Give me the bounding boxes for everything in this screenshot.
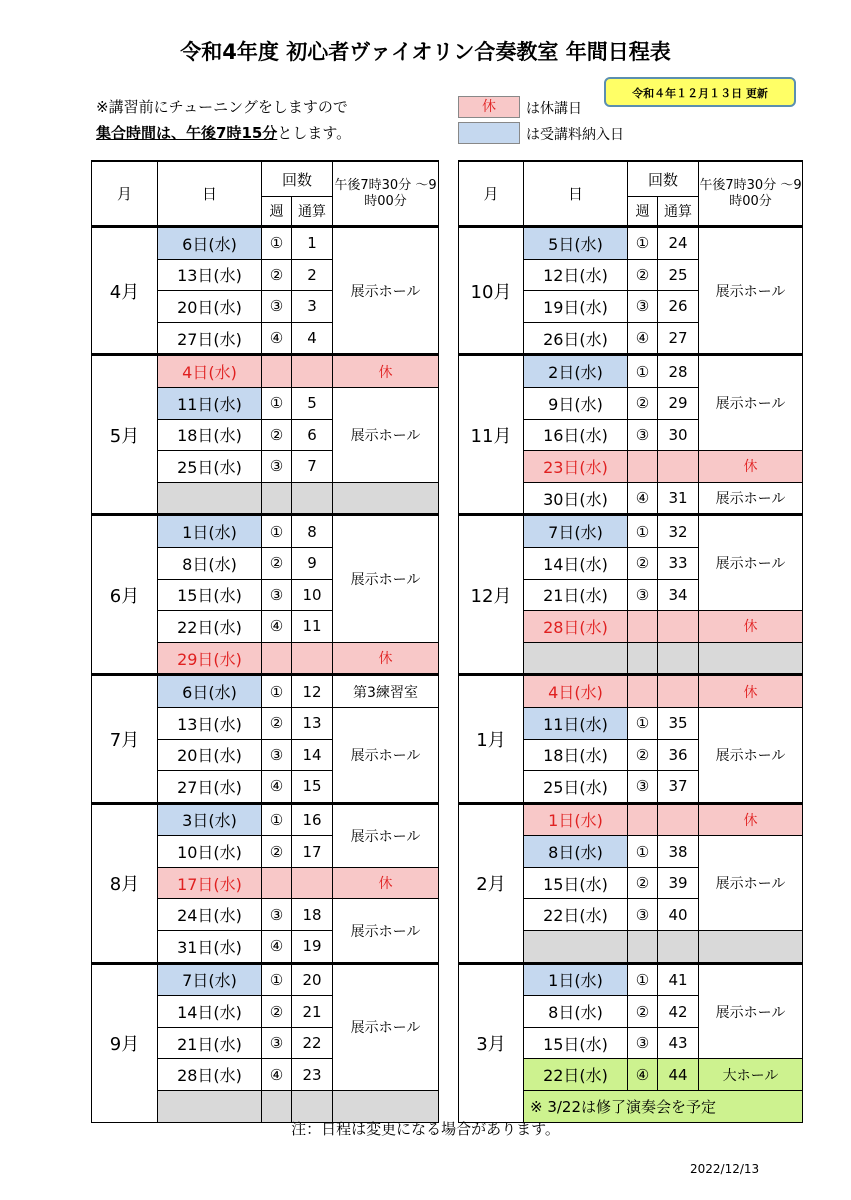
- legend-pay-label: は受講料納入日: [526, 127, 624, 143]
- week-number: ②: [262, 836, 292, 868]
- total-count: 15: [292, 771, 333, 804]
- venue-label: 展示ホール: [333, 387, 439, 482]
- total-count: 6: [292, 419, 333, 451]
- rest-marker: 休: [699, 675, 803, 708]
- lesson-date: 29日(水): [158, 642, 262, 675]
- schedule-row: [459, 963, 803, 996]
- lesson-date: 28日(水): [524, 611, 628, 643]
- lesson-date: 30日(水): [524, 482, 628, 515]
- total-count: 43: [658, 1027, 699, 1059]
- schedule-row: [459, 515, 803, 548]
- lesson-date: 9日(水): [524, 387, 628, 419]
- week-number: ②: [262, 419, 292, 451]
- week-number: ③: [628, 1027, 658, 1059]
- lesson-date: 11日(水): [524, 707, 628, 739]
- total-count: 34: [658, 579, 699, 611]
- total-count: 19: [292, 931, 333, 964]
- week-number: ①: [628, 836, 658, 868]
- lesson-date: 21日(水): [158, 1027, 262, 1059]
- schedule-row: [92, 803, 439, 836]
- venue-label: 展示ホール: [333, 963, 439, 1090]
- lesson-date: 24日(水): [158, 899, 262, 931]
- header-week: 週: [262, 197, 292, 227]
- lesson-date: 7日(水): [158, 963, 262, 996]
- venue-label: 展示ホール: [333, 899, 439, 963]
- month-label: 2月: [459, 803, 524, 963]
- week-number: ①: [628, 515, 658, 548]
- lesson-date: 8日(水): [524, 996, 628, 1028]
- schedule-row: [92, 675, 439, 708]
- total-count: 35: [658, 707, 699, 739]
- venue-label: 展示ホール: [333, 803, 439, 867]
- venue-label: 展示ホール: [699, 963, 803, 1059]
- total-count: 20: [292, 963, 333, 996]
- lesson-date: 7日(水): [524, 515, 628, 548]
- week-number: ④: [262, 771, 292, 804]
- month-label: 7月: [92, 675, 158, 803]
- week-number: ③: [262, 579, 292, 611]
- week-number: ③: [628, 899, 658, 931]
- lesson-date: 20日(水): [158, 291, 262, 323]
- total-count: 8: [292, 515, 333, 548]
- week-number: ③: [628, 291, 658, 323]
- total-count: 3: [292, 291, 333, 323]
- week-number: ④: [262, 1059, 292, 1091]
- lesson-date: 4日(水): [158, 355, 262, 388]
- total-count: 10: [292, 579, 333, 611]
- header-week: 週: [628, 197, 658, 227]
- lesson-date: 13日(水): [158, 707, 262, 739]
- total-count: 1: [292, 227, 333, 260]
- schedule-row: [92, 515, 439, 548]
- total-count: 22: [292, 1027, 333, 1059]
- lesson-date: 8日(水): [158, 547, 262, 579]
- total-count: 27: [658, 322, 699, 355]
- week-number: ③: [262, 899, 292, 931]
- schedule-row: [459, 355, 803, 388]
- total-count: [658, 611, 699, 643]
- schedule-table-oct-mar: [458, 160, 803, 1123]
- total-count: [292, 482, 333, 515]
- total-count: [292, 867, 333, 899]
- total-count: 42: [658, 996, 699, 1028]
- schedule-body-right: [459, 227, 803, 1123]
- week-number: [628, 675, 658, 708]
- venue-label: 第3練習室: [333, 675, 439, 708]
- total-count: 2: [292, 259, 333, 291]
- total-count: 33: [658, 547, 699, 579]
- week-number: ④: [262, 931, 292, 964]
- lesson-date: 12日(水): [524, 259, 628, 291]
- lesson-date: 15日(水): [524, 1027, 628, 1059]
- venue-label: 大ホール: [699, 1059, 803, 1091]
- schedule-row: [92, 355, 439, 388]
- week-number: ①: [262, 227, 292, 260]
- week-number: ②: [628, 259, 658, 291]
- month-label: 3月: [459, 963, 524, 1122]
- update-badge: 令和４年１２月１３日 更新: [604, 77, 796, 107]
- month-label: 6月: [92, 515, 158, 675]
- week-number: ③: [262, 1027, 292, 1059]
- week-number: ④: [628, 322, 658, 355]
- legend-pay-swatch: [458, 122, 520, 144]
- header-time-slot: 午後7時30分 ～9時00分: [699, 161, 803, 227]
- week-number: ②: [628, 547, 658, 579]
- total-count: 9: [292, 547, 333, 579]
- total-count: [658, 642, 699, 675]
- lesson-date: 8日(水): [524, 836, 628, 868]
- week-number: ②: [628, 739, 658, 771]
- venue-label: 展示ホール: [333, 707, 439, 803]
- month-label: 10月: [459, 227, 524, 355]
- week-number: ③: [262, 451, 292, 483]
- month-label: 1月: [459, 675, 524, 803]
- lesson-date: 21日(水): [524, 579, 628, 611]
- meeting-time-suffix: とします。: [277, 124, 352, 142]
- total-count: [658, 803, 699, 836]
- tuning-note: ※講習前にチューニングをしますので: [96, 98, 348, 116]
- week-number: [262, 642, 292, 675]
- total-count: 16: [292, 803, 333, 836]
- concert-note: ※ 3/22は修了演奏会を予定: [524, 1091, 803, 1123]
- schedule-row: [92, 227, 439, 260]
- total-count: 32: [658, 515, 699, 548]
- lesson-date: [524, 642, 628, 675]
- venue-label: [699, 642, 803, 675]
- total-count: 26: [658, 291, 699, 323]
- week-number: ①: [628, 963, 658, 996]
- month-label: 11月: [459, 355, 524, 515]
- meeting-time-note: [96, 122, 351, 143]
- total-count: [292, 642, 333, 675]
- lesson-date: 5日(水): [524, 227, 628, 260]
- lesson-date: 22日(水): [524, 899, 628, 931]
- week-number: ④: [628, 482, 658, 515]
- total-count: 4: [292, 322, 333, 355]
- week-number: ①: [628, 707, 658, 739]
- lesson-date: 27日(水): [158, 322, 262, 355]
- rest-marker: 休: [333, 642, 439, 675]
- schedule-row: [459, 803, 803, 836]
- lesson-date: 14日(水): [158, 996, 262, 1028]
- week-number: ③: [628, 579, 658, 611]
- header-total: 通算: [292, 197, 333, 227]
- lesson-date: 19日(水): [524, 291, 628, 323]
- page-title: 令和4年度 初心者ヴァイオリン合奏教室 年間日程表: [180, 40, 671, 64]
- lesson-date: 25日(水): [158, 451, 262, 483]
- lesson-date: 17日(水): [158, 867, 262, 899]
- week-number: ③: [628, 419, 658, 451]
- total-count: 21: [292, 996, 333, 1028]
- week-number: ①: [628, 227, 658, 260]
- schedule-row: [459, 675, 803, 708]
- week-number: [628, 451, 658, 483]
- lesson-date: 15日(水): [158, 579, 262, 611]
- rest-marker: 休: [699, 803, 803, 836]
- total-count: 30: [658, 419, 699, 451]
- venue-label: 展示ホール: [699, 227, 803, 355]
- total-count: 38: [658, 836, 699, 868]
- total-count: 44: [658, 1059, 699, 1091]
- week-number: ①: [628, 355, 658, 388]
- week-number: ②: [628, 996, 658, 1028]
- lesson-date: [524, 931, 628, 964]
- week-number: ①: [262, 387, 292, 419]
- week-number: ④: [628, 1059, 658, 1091]
- week-number: [628, 931, 658, 964]
- lesson-date: 26日(水): [524, 322, 628, 355]
- week-number: [628, 611, 658, 643]
- week-number: ④: [262, 611, 292, 643]
- lesson-date: 18日(水): [524, 739, 628, 771]
- header-month: 月: [92, 161, 158, 227]
- header-total: 通算: [658, 197, 699, 227]
- week-number: ②: [628, 387, 658, 419]
- total-count: 39: [658, 867, 699, 899]
- header-count: 回数: [628, 161, 699, 197]
- rest-marker: 休: [699, 451, 803, 483]
- total-count: 29: [658, 387, 699, 419]
- total-count: 18: [292, 899, 333, 931]
- lesson-date: 18日(水): [158, 419, 262, 451]
- lesson-date: 22日(水): [524, 1059, 628, 1091]
- venue-label: 展示ホール: [333, 515, 439, 642]
- header-day: 日: [524, 161, 628, 227]
- meeting-time-emphasis: 集合時間は、午後7時15分: [96, 124, 278, 142]
- week-number: [628, 803, 658, 836]
- lesson-date: 13日(水): [158, 259, 262, 291]
- rest-marker: 休: [333, 867, 439, 899]
- total-count: [658, 451, 699, 483]
- lesson-date: 28日(水): [158, 1059, 262, 1091]
- rest-marker: 休: [699, 611, 803, 643]
- lesson-date: 27日(水): [158, 771, 262, 804]
- total-count: 12: [292, 675, 333, 708]
- venue-label: 展示ホール: [699, 515, 803, 611]
- total-count: 40: [658, 899, 699, 931]
- lesson-date: 25日(水): [524, 771, 628, 804]
- total-count: 28: [658, 355, 699, 388]
- week-number: ①: [262, 963, 292, 996]
- week-number: ②: [262, 707, 292, 739]
- legend-rest-swatch: 休: [458, 96, 520, 118]
- lesson-date: 1日(水): [524, 803, 628, 836]
- schedule-row: [459, 227, 803, 260]
- total-count: [658, 675, 699, 708]
- lesson-date: 3日(水): [158, 803, 262, 836]
- total-count: 24: [658, 227, 699, 260]
- week-number: ③: [262, 291, 292, 323]
- schedule-table-apr-sep: [91, 160, 439, 1123]
- lesson-date: 22日(水): [158, 611, 262, 643]
- lesson-date: 6日(水): [158, 227, 262, 260]
- week-number: ①: [262, 515, 292, 548]
- lesson-date: 16日(水): [524, 419, 628, 451]
- week-number: ①: [262, 675, 292, 708]
- lesson-date: 14日(水): [524, 547, 628, 579]
- venue-label: 展示ホール: [699, 355, 803, 451]
- total-count: 23: [292, 1059, 333, 1091]
- schedule-footnote: 注：日程は変更になる場合があります。: [291, 1120, 560, 1138]
- month-label: 9月: [92, 963, 158, 1122]
- total-count: 25: [658, 259, 699, 291]
- total-count: 13: [292, 707, 333, 739]
- total-count: 14: [292, 739, 333, 771]
- week-number: [262, 355, 292, 388]
- week-number: [262, 482, 292, 515]
- venue-label: [333, 482, 439, 515]
- total-count: [292, 355, 333, 388]
- week-number: [628, 642, 658, 675]
- week-number: ②: [262, 259, 292, 291]
- lesson-date: 1日(水): [524, 963, 628, 996]
- schedule-body-left: [92, 227, 439, 1123]
- lesson-date: [158, 482, 262, 515]
- venue-label: 展示ホール: [333, 227, 439, 355]
- total-count: 11: [292, 611, 333, 643]
- lesson-date: 23日(水): [524, 451, 628, 483]
- week-number: ②: [262, 547, 292, 579]
- lesson-date: 11日(水): [158, 387, 262, 419]
- week-number: ②: [262, 996, 292, 1028]
- total-count: 41: [658, 963, 699, 996]
- venue-label: 展示ホール: [699, 836, 803, 931]
- header-day: 日: [158, 161, 262, 227]
- lesson-date: 15日(水): [524, 867, 628, 899]
- venue-label: [699, 931, 803, 964]
- week-number: [262, 867, 292, 899]
- total-count: 7: [292, 451, 333, 483]
- schedule-row: [92, 963, 439, 996]
- week-number: ①: [262, 803, 292, 836]
- total-count: [658, 931, 699, 964]
- header-month: 月: [459, 161, 524, 227]
- total-count: 31: [658, 482, 699, 515]
- lesson-date: 1日(水): [158, 515, 262, 548]
- header-time-slot: 午後7時30分 ～9時00分: [333, 161, 439, 227]
- print-date: 2022/12/13: [690, 1162, 760, 1176]
- lesson-date: 6日(水): [158, 675, 262, 708]
- week-number: ③: [262, 739, 292, 771]
- total-count: 17: [292, 836, 333, 868]
- lesson-date: 31日(水): [158, 931, 262, 964]
- rest-marker: 休: [333, 355, 439, 388]
- week-number: ②: [628, 867, 658, 899]
- month-label: 8月: [92, 803, 158, 963]
- lesson-date: 4日(水): [524, 675, 628, 708]
- total-count: 36: [658, 739, 699, 771]
- lesson-date: 2日(水): [524, 355, 628, 388]
- total-count: 5: [292, 387, 333, 419]
- header-count: 回数: [262, 161, 333, 197]
- lesson-date: 20日(水): [158, 739, 262, 771]
- month-label: 4月: [92, 227, 158, 355]
- week-number: ④: [262, 322, 292, 355]
- lesson-date: 10日(水): [158, 836, 262, 868]
- month-label: 5月: [92, 355, 158, 515]
- week-number: ③: [628, 771, 658, 804]
- month-label: 12月: [459, 515, 524, 675]
- legend-rest-label: は休講日: [526, 101, 582, 117]
- venue-label: 展示ホール: [699, 707, 803, 803]
- total-count: 37: [658, 771, 699, 804]
- venue-label: 展示ホール: [699, 482, 803, 515]
